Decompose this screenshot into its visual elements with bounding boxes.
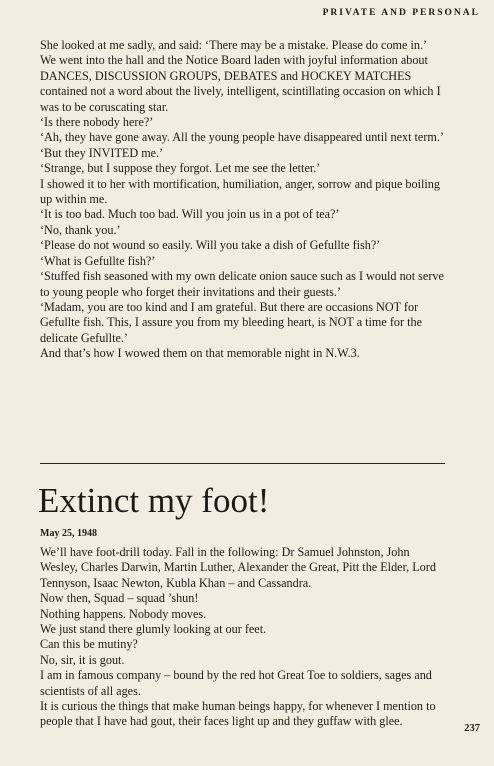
paragraph: ‘Stuffed fish seasoned with my own delicate onion sauce such as I would not serve to young people who forget their invitations and their guests.’ bbox=[40, 269, 444, 299]
section-divider bbox=[40, 463, 445, 464]
paragraph: ‘Ah, they have gone away. All the young people have disappeared until next term.’ bbox=[40, 130, 444, 145]
paragraph: ‘Strange, but I suppose they forgot. Let me see the letter.’ bbox=[40, 161, 321, 176]
paragraph: ‘Madam, you are too kind and I am grateful. But there are occasions NOT for Gefullte fish. This, I assure you from my bleeding heart, is NOT a time for the delicate Gefullte.’ bbox=[40, 299, 423, 345]
paragraph: Can this be mutiny? bbox=[40, 637, 138, 652]
paragraph: ‘But they INVITED me.’ bbox=[40, 145, 164, 160]
chapter-date: May 25, 1948 bbox=[40, 528, 97, 539]
running-head: PRIVATE AND PERSONAL bbox=[322, 8, 480, 18]
paragraph: It is curious the things that make human beings happy, for whenever I mention to people that I have had gout, their faces light up and they guffaw with glee. bbox=[40, 699, 436, 729]
paragraph: ‘Please do not wound so easily. Will you take a dish of Gefullte fish?’ bbox=[40, 238, 381, 253]
paragraph: Nothing happens. Nobody moves. bbox=[40, 606, 207, 621]
section-1-text bbox=[40, 38, 445, 362]
paragraph: I showed it to her with mortification, humiliation, anger, sorrow and pique boiling up within me. bbox=[40, 176, 440, 207]
paragraph: Now then, Squad – squad ’shun! bbox=[40, 591, 199, 606]
paragraph: We went into the hall and the Notice Board laden with joyful information about DANCES, DISCUSSION GROUPS, DEBATES and HOCKEY MATCHES contained not a word about the lively, intelligent, scintillating occasion on which I was to be coruscating star. bbox=[40, 53, 441, 114]
paragraph: No, sir, it is gout. bbox=[40, 652, 125, 667]
section-2-text bbox=[40, 545, 445, 730]
paragraph: We just stand there glumly looking at our feet. bbox=[40, 622, 267, 637]
paragraph: ‘Is there nobody here?’ bbox=[40, 115, 154, 130]
paragraph: We’ll have foot-drill today. Fall in the following: Dr Samuel Johnston, John Wesley, Charles Darwin, Martin Luther, Alexander the Great, Pitt the Elder, Lord Tennyson, Isaac Newton, Kubla Khan – and Cassandra. bbox=[40, 545, 436, 590]
paragraph: ‘What is Gefullte fish?’ bbox=[40, 253, 156, 268]
paragraph: She looked at me sadly, and said: ‘There may be a mistake. Please do come in.’ bbox=[40, 38, 428, 52]
paragraph: ‘It is too bad. Much too bad. Will you join us in a pot of tea?’ bbox=[40, 207, 340, 222]
paragraph: ‘No, thank you.’ bbox=[40, 222, 121, 237]
page-number: 237 bbox=[464, 723, 480, 734]
paragraph: And that’s how I wowed them on that memorable night in N.W.3. bbox=[40, 346, 360, 361]
chapter-title: Extinct my foot! bbox=[38, 481, 270, 520]
paragraph: I am in famous company – bound by the red hot Great Toe to soldiers, sages and scientists of all ages. bbox=[40, 668, 432, 698]
